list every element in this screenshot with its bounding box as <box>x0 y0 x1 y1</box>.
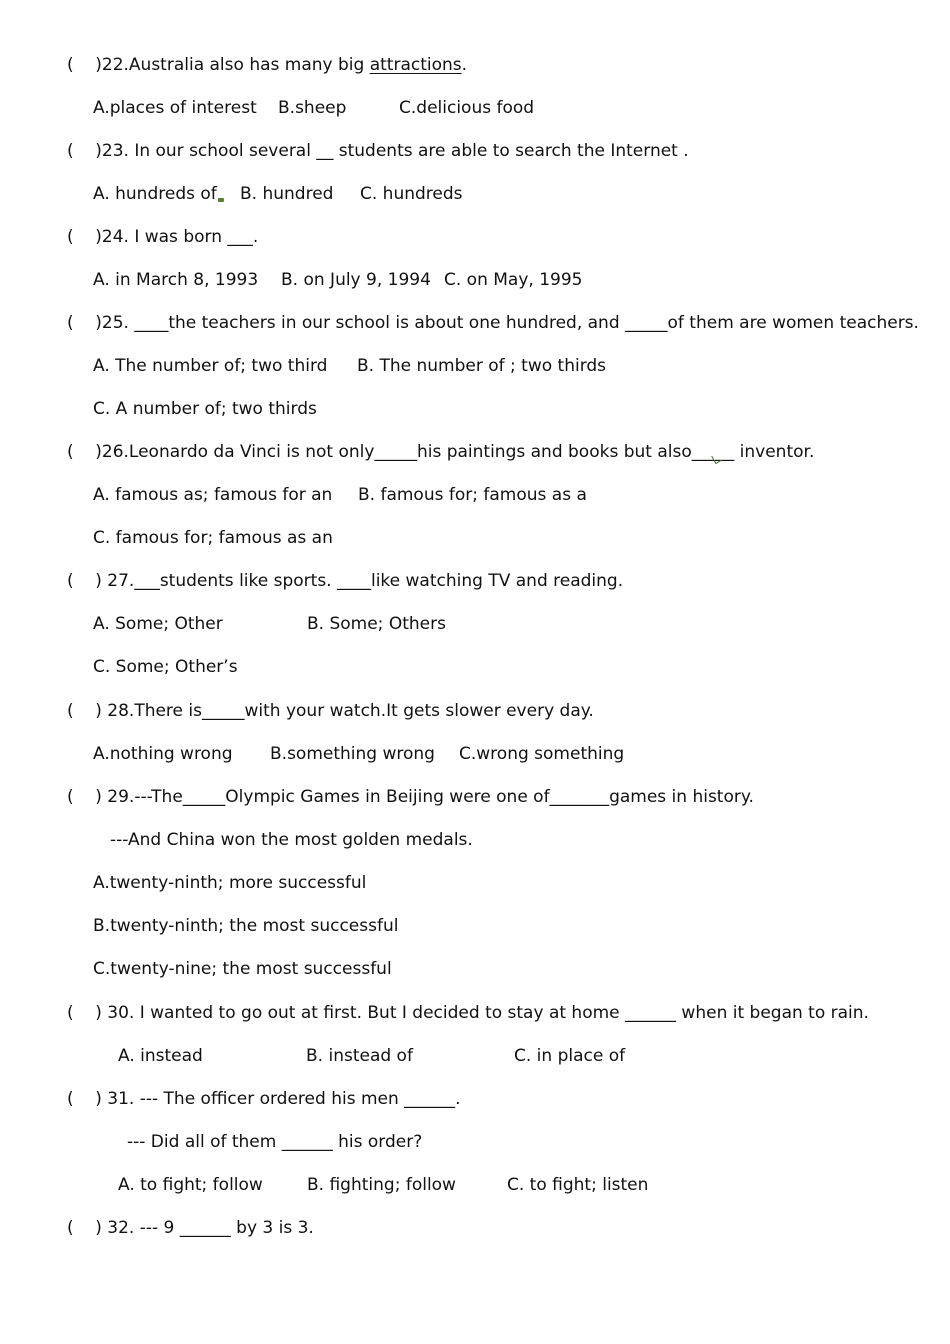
question-32-stem: ( ) 32. --- 9 ______ by 3 is 3. <box>67 1218 314 1238</box>
question-22-option-a: A.places of interest <box>93 98 257 118</box>
question-22-option-b: B.sheep <box>278 98 347 118</box>
question-23-stem: ( )23. In our school several __ students are able to search the Internet . <box>67 141 689 161</box>
question-23-option-b: B. hundred <box>240 184 334 204</box>
question-27-stem: ( ) 27.___students like sports. ____like watching TV and reading. <box>67 571 624 591</box>
question-25-option-b: B. The number of ; two thirds <box>357 356 607 376</box>
question-25-option-c: C. A number of; two thirds <box>93 399 317 419</box>
question-25-option-a: A. The number of; two third <box>93 356 328 376</box>
question-29-option-b: B.twenty-ninth; the most successful <box>93 916 399 936</box>
question-24-stem: ( )24. I was born ___. <box>67 227 259 247</box>
question-30-option-a: A. instead <box>118 1046 203 1066</box>
question-30-option-c: C. in place of <box>514 1046 626 1066</box>
question-25-stem: ( )25. ____the teachers in our school is about one hundred, and _____of them are women teachers. <box>67 313 919 333</box>
question-29-option-a: A.twenty-ninth; more successful <box>93 873 367 893</box>
question-27-option-a: A. Some; Other <box>93 614 223 634</box>
question-22-underlined-word: attractions <box>369 55 462 75</box>
question-22-stem <box>67 54 467 76</box>
question-30-option-b: B. instead of <box>306 1046 413 1066</box>
question-31-reply: --- Did all of them ______ his order? <box>127 1132 423 1152</box>
question-24-option-a: A. in March 8, 1993 <box>93 270 259 290</box>
question-28-option-b: B.something wrong <box>270 744 435 764</box>
question-30-stem: ( ) 30. I wanted to go out at first. But I decided to stay at home ______ when it began to rain. <box>67 1003 869 1023</box>
question-22-option-c: C.delicious food <box>399 98 535 118</box>
question-23-option-c: C. hundreds <box>360 184 463 204</box>
question-28-option-c: C.wrong something <box>459 744 625 764</box>
question-31-stem: ( ) 31. --- The officer ordered his men ______. <box>67 1089 461 1109</box>
question-29-option-c: C.twenty-nine; the most successful <box>93 959 392 979</box>
question-22-prefix: ( )22.Australia also has many big <box>67 55 370 75</box>
question-26-option-c: C. famous for; famous as an <box>93 528 333 548</box>
question-26-option-b: B. famous for; famous as a <box>358 485 587 505</box>
question-26-stem: ( )26.Leonardo da Vinci is not only_____his paintings and books but also_____ inventor. <box>67 442 815 462</box>
question-31-option-c: C. to fight; listen <box>507 1175 649 1195</box>
question-26-option-a: A. famous as; famous for an <box>93 485 333 505</box>
green-mark-icon <box>218 198 224 202</box>
question-27-option-b: B. Some; Others <box>307 614 446 634</box>
question-28-stem: ( ) 28.There is_____with your watch.It gets slower every day. <box>67 701 594 721</box>
question-29-reply: ---And China won the most golden medals. <box>110 830 473 850</box>
question-29-stem: ( ) 29.---The_____Olympic Games in Beijing were one of_______games in history. <box>67 787 754 807</box>
question-22-suffix: . <box>461 55 468 75</box>
question-31-option-a: A. to fight; follow <box>118 1175 263 1195</box>
question-28-option-a: A.nothing wrong <box>93 744 233 764</box>
question-24-option-b: B. on July 9, 1994 <box>281 270 431 290</box>
question-27-option-c: C. Some; Other’s <box>93 657 238 677</box>
question-23-option-a: A. hundreds of <box>93 184 217 204</box>
question-31-option-b: B. fighting; follow <box>307 1175 456 1195</box>
question-24-option-c: C. on May, 1995 <box>444 270 583 290</box>
